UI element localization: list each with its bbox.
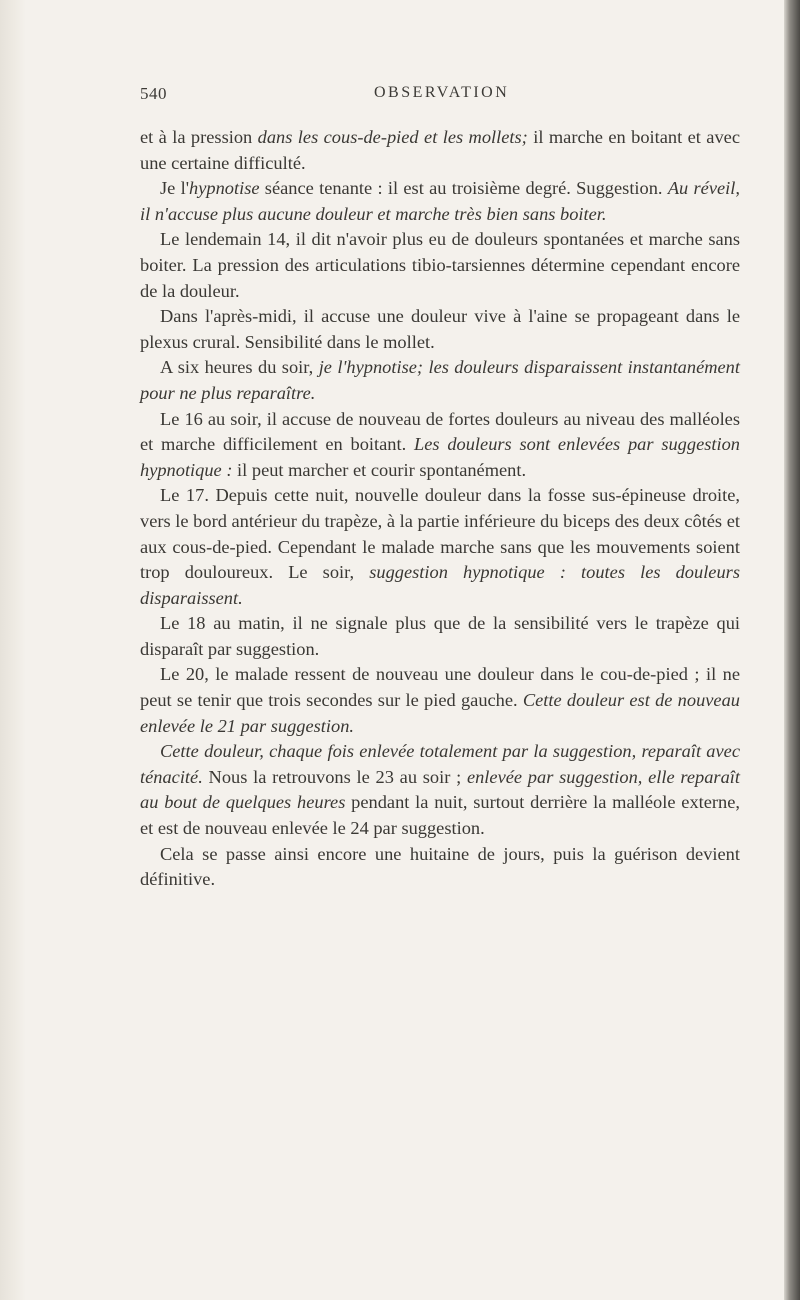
italic-text: je l'hypnotise; les douleurs disparaissent instantanément pour ne plus reparaître. xyxy=(140,357,740,403)
text-run: Le 20, le malade ressent de nouveau une douleur dans le cou-de-pied ; il ne peut se tenir que trois secondes sur le pied gauche. xyxy=(140,664,740,711)
paragraph xyxy=(140,739,740,841)
text-run: séance tenante : il est au troisième degré. Suggestion. xyxy=(259,178,668,199)
paragraph xyxy=(140,611,740,662)
paragraph xyxy=(140,125,740,176)
text-run: et à la pression xyxy=(140,127,258,147)
text-run: Dans l'après-midi, il accuse une douleur vive à l'aine se propageant dans le plexus crural. Sensibilité dans le mollet. xyxy=(140,306,740,352)
body-text xyxy=(140,125,740,893)
text-run: A six heures du soir, xyxy=(160,357,319,378)
paragraph xyxy=(140,483,740,611)
paragraph xyxy=(140,407,740,484)
paragraph xyxy=(140,227,740,304)
paragraph xyxy=(140,176,740,227)
text-run: Cela se passe ainsi encore une huitaine de jours, puis la guérison devient définitive. xyxy=(140,843,740,890)
italic-text: Cette douleur est de nouveau enlevée le 21 par suggestion. xyxy=(140,690,740,736)
page-edge xyxy=(784,0,800,1300)
italic-text: suggestion hypnotique : toutes les douleurs disparaissent. xyxy=(140,562,740,608)
italic-text: enlevée par suggestion, elle reparaît au bout de quelques heures xyxy=(140,766,740,813)
paragraph xyxy=(140,842,740,893)
binding-shadow xyxy=(0,0,26,1300)
italic-text: Cette douleur, chaque fois enlevée totalement par la suggestion, reparaît avec ténacité. xyxy=(140,741,740,787)
text-run: Le lendemain 14, il dit n'avoir plus eu de douleurs spontanées et marche sans boiter. La pression des articulations tibio-tarsiennes détermine cependant encore de la douleur. xyxy=(140,229,740,301)
running-title: OBSERVATION xyxy=(374,84,510,101)
paragraph xyxy=(140,355,740,406)
page-header xyxy=(140,84,740,112)
italic-text: hypnotise xyxy=(189,178,260,199)
text-run: Le 16 au soir, il accuse de nouveau de fortes douleurs au niveau des malléoles et marche difficilement en boitant. xyxy=(140,408,740,455)
text-run: Je l' xyxy=(160,178,190,199)
italic-text: Au réveil, il n'accuse plus aucune douleur et marche très bien sans boiter. xyxy=(140,178,740,224)
italic-text: Les douleurs sont enlevées par suggestion hypnotique : xyxy=(140,434,740,480)
text-run: il peut marcher et courir spontanément. xyxy=(232,459,527,480)
italic-text: dans les cous-de-pied et les mollets; xyxy=(257,127,528,147)
page-number: 540 xyxy=(140,84,167,103)
text-run: Nous la retrouvons le 23 au soir ; xyxy=(202,766,467,787)
paragraph xyxy=(140,304,740,355)
text-run: Le 17. Depuis cette nuit, nouvelle douleur dans la fosse sus-épineuse droite, vers le bord antérieur du trapèze, à la partie inférieure du biceps des deux côtés et aux cous-de-pied. Cependant le malade marche sans que les mouvements soient trop douloureux. Le soir, xyxy=(140,485,740,583)
text-run: il marche en boitant et avec une certaine difficulté. xyxy=(140,127,740,173)
text-run: Le 18 au matin, il ne signale plus que de la sensibilité vers le trapèze qui disparaît par suggestion. xyxy=(140,613,740,659)
paragraph xyxy=(140,662,740,739)
text-run: pendant la nuit, surtout derrière la malléole externe, et est de nouveau enlevée le 24 par suggestion. xyxy=(140,792,740,839)
